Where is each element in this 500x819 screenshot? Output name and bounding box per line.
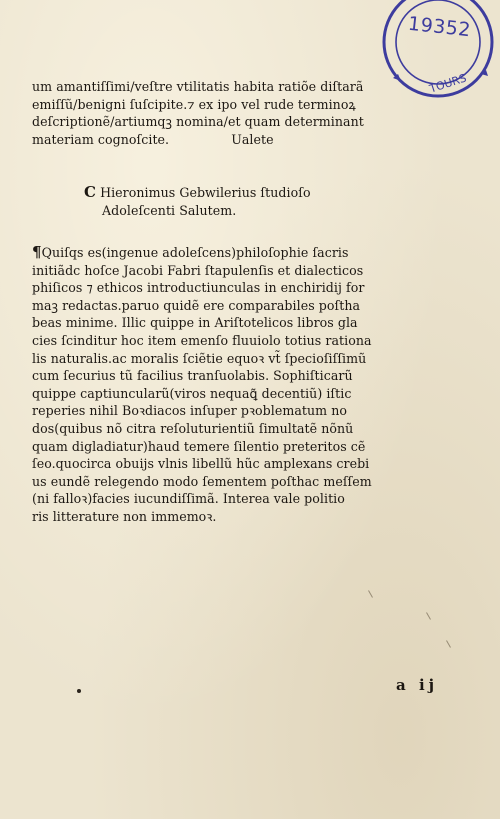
- paper-mark: [446, 640, 451, 647]
- heading-line-2: Adoleſcenti Salutem.: [102, 202, 237, 218]
- stamp-ring-text: TOURS: [427, 71, 469, 96]
- heading-text-1: Hieronimus Gebwilerius ſtudioſo: [100, 185, 311, 200]
- paragraph-1-last-line: [32, 131, 462, 149]
- heading-line-1: [84, 184, 444, 202]
- body-line: lis naturalis.ac moralis ſciẽtie equoꝛ vt̃ ſpecioſiſſimũ: [32, 350, 367, 366]
- paper-mark: [426, 612, 431, 619]
- body-line: (ni falloꝛ)facies iucundiſſimã. Interea vale politio: [32, 491, 345, 507]
- body-line-first: [32, 244, 462, 262]
- body-line: quippe captiuncularũ(viros nequaꝗ̃ decentiũ) iſtic: [32, 385, 352, 401]
- body-line: phiſicos ⁊ ethicos introductiunculas in enchiridij for: [32, 280, 365, 296]
- stamp-number: 19352: [407, 12, 472, 42]
- letter-heading: [84, 184, 444, 219]
- paragraph-1-line: emiſſũ/benigni ſuſcipite.⁊ ex ipo vel rude terminoꝝ: [32, 96, 356, 112]
- body-line: quam digladiatur)haud temere ſilentio preteritos cẽ: [32, 438, 366, 454]
- paragraph-1-line: um amantiſſimi/veſtre vtilitatis habita ratiõe diſtarã: [32, 79, 364, 94]
- paragraph-mark-icon: ¶: [32, 244, 42, 261]
- paragraph-1-line: materiam cognoſcite.: [32, 131, 170, 147]
- valete-text: Ualete: [231, 131, 274, 147]
- body-line: ris litterature non immemoꝛ.: [32, 508, 217, 524]
- body-line: maꝫ redactas.paruo quidẽ ere comparabiles poſtha: [32, 297, 361, 313]
- body-line: Quiſqs es(ingenue adoleſcens)philoſophie ſacris: [41, 245, 349, 260]
- body-line: us eundẽ relegendo modo ſementem poſthac meſſem: [32, 473, 372, 489]
- body-line: beas minime. Illic quippe in Ariſtotelicos libros gla: [32, 315, 358, 331]
- body-line: ſeo.quocirca obuijs vlnis libellũ hũc amplexans crebi: [32, 456, 370, 472]
- body-line: cum ſecurius tũ facilius tranſuolabis. Sophiſticarũ: [32, 368, 353, 384]
- body-line: cies ſcinditur hoc item emenſo fluuiolo totius rationa: [32, 332, 372, 348]
- letter-body: [32, 244, 462, 526]
- body-line: dos(quibus nõ citra reſoluturientiũ ſimultatẽ nõnũ: [32, 420, 354, 436]
- ink-dot: [77, 689, 81, 693]
- pilcrow-icon: C: [84, 184, 96, 201]
- signature-mark: a ij: [396, 676, 439, 694]
- paper-mark: [368, 590, 373, 597]
- body-line: reperies nihil Boꝛdiacos inſuper pꝛoblematum no: [32, 403, 347, 419]
- paragraph-1-line: deſcriptionẽ/artiumqꝫ nomina/et quam determinant: [32, 114, 364, 130]
- paragraph-1: [32, 78, 462, 148]
- body-line: initiãdc hoſce Jacobi Fabri ſtapulenſis et dialecticos: [32, 262, 364, 278]
